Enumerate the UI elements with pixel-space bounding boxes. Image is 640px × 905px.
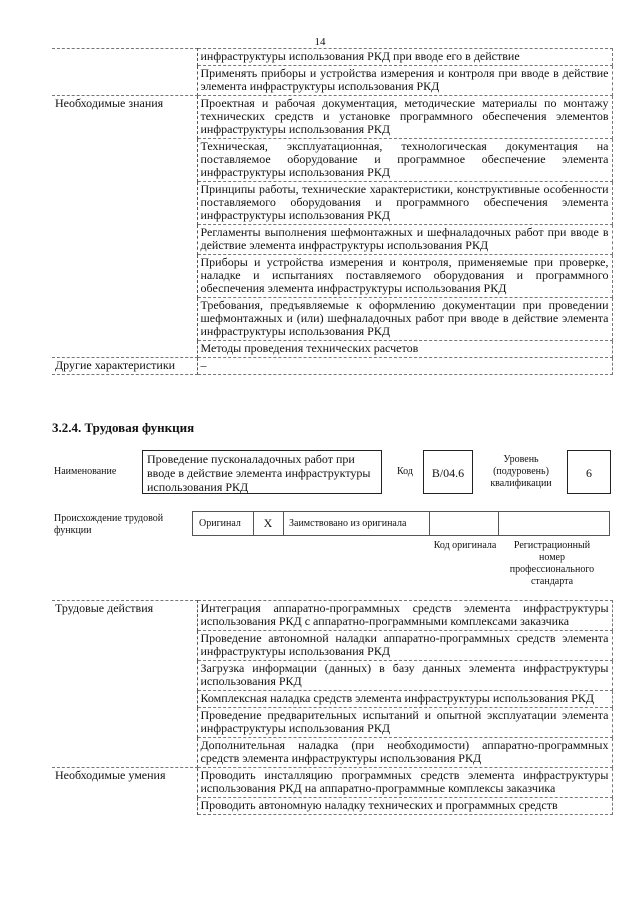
table-row (52, 601, 612, 631)
row-text: Методы проведения технических расчетов (197, 341, 612, 358)
row-label (52, 182, 197, 225)
table-row (52, 298, 612, 341)
level-value-box: 6 (567, 450, 611, 494)
table-row (52, 182, 612, 225)
table-row (52, 255, 612, 298)
table-row (52, 225, 612, 255)
original-mark: X (263, 516, 273, 530)
row-label (52, 798, 197, 815)
knowledge-table (52, 48, 613, 375)
row-label (52, 66, 197, 96)
row-text: Проведение автономной наладки аппаратно-программных средств элемента инфраструктуры использования РКД (197, 631, 612, 661)
name-label: Наименование (54, 466, 117, 477)
row-label: Необходимые умения (52, 768, 197, 798)
row-label (52, 139, 197, 182)
table-row (52, 661, 612, 691)
row-text: инфраструктуры использования РКД при вводе его в действие (197, 49, 612, 66)
table-row (52, 738, 612, 768)
actions-table (52, 600, 613, 815)
row-text: Проводить инсталляцию программных средств элемента инфраструктуры использования РКД на аппаратно-программные комплексы заказчика (197, 768, 612, 798)
borrowed-label: Заимствовано из оригинала (289, 518, 407, 529)
row-label (52, 708, 197, 738)
table-row (52, 341, 612, 358)
function-name-box: Проведение пусконаладочных работ при вводе в действие элемента инфраструктуры использования РКД (142, 450, 382, 494)
table-row (52, 768, 612, 798)
row-label (52, 225, 197, 255)
row-label (52, 631, 197, 661)
original-label: Оригинал (199, 518, 241, 529)
reg-number-caption: Регистрационный номер профессионального стандарта (509, 540, 595, 587)
row-label: Другие характеристики (52, 358, 197, 375)
table-row (52, 358, 612, 375)
function-code-box: B/04.6 (423, 450, 473, 494)
section-title: 3.2.4. Трудовая функция (52, 420, 195, 435)
row-text: Дополнительная наладка (при необходимости) аппаратно-программных средств элемента инфраструктуры использования РКД (197, 738, 612, 768)
row-text: Комплексная наладка средств элемента инфраструктуры использования РКД (197, 691, 612, 708)
row-text: Принципы работы, технические характеристики, конструктивные особенности поставляемого оборудования и программного обеспечения элемента инфраструктуры использования РКД (197, 182, 612, 225)
row-text: Регламенты выполнения шефмонтажных и шефналадочных работ при вводе в действие элемента инфраструктуры использования РКД (197, 225, 612, 255)
row-label (52, 661, 197, 691)
row-label (52, 298, 197, 341)
divider (283, 512, 284, 535)
origin-row (192, 511, 610, 536)
table-row (52, 66, 612, 96)
row-text: Загрузка информации (данных) в базу данных элемента инфраструктуры использования РКД (197, 661, 612, 691)
origin-label: Происхождение трудовой функции (54, 513, 164, 536)
page-number: 14 (314, 36, 326, 48)
row-text: – (197, 358, 612, 375)
table-row (52, 139, 612, 182)
code-label: Код (397, 466, 413, 477)
table-row (52, 691, 612, 708)
table-row (52, 798, 612, 815)
row-label (52, 255, 197, 298)
table-row (52, 631, 612, 661)
row-label (52, 691, 197, 708)
row-label: Необходимые знания (52, 96, 197, 139)
divider (498, 512, 499, 535)
row-text: Требования, предъявляемые к оформлению документации при проведении шефмонтажных и (или) шефналадочных работ при вводе в действие элемента инфраструктуры использования РКД (197, 298, 612, 341)
table-row (52, 96, 612, 139)
row-text: Приборы и устройства измерения и контроля, применяемые при проверке, наладке и испытаниях поставляемого оборудования и программного обеспечения элемента инфраструктуры использования РКД (197, 255, 612, 298)
row-label (52, 738, 197, 768)
table-row (52, 49, 612, 66)
row-text: Интеграция аппаратно-программных средств элемента инфраструктуры использования РКД с аппаратно-программными комплексами заказчика (197, 601, 612, 631)
level-label: Уровень (подуровень) квалификации (490, 454, 552, 489)
row-label (52, 49, 197, 66)
row-text: Техническая, эксплуатационная, технологическая документация на поставляемое оборудование и программное обеспечение элемента инфраструктуры использования РКД (197, 139, 612, 182)
code-original-caption: Код оригинала (433, 540, 497, 551)
table-row (52, 708, 612, 738)
row-label (52, 341, 197, 358)
divider (429, 512, 430, 535)
row-text: Проведение предварительных испытаний и опытной эксплуатации элемента инфраструктуры использования РКД (197, 708, 612, 738)
row-label: Трудовые действия (52, 601, 197, 631)
row-text: Проводить автономную наладку технических и программных средств (197, 798, 612, 815)
row-text: Проектная и рабочая документация, методические материалы по монтажу технических средств и установке программного обеспечения элементов инфраструктуры использования РКД (197, 96, 612, 139)
row-text: Применять приборы и устройства измерения и контроля при вводе в действие элемента инфраструктуры использования РКД (197, 66, 612, 96)
